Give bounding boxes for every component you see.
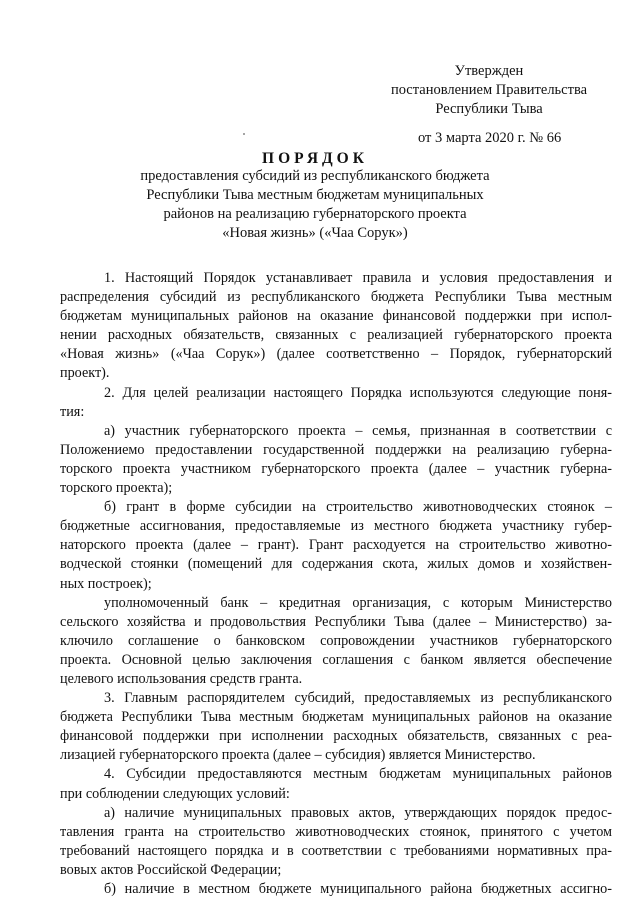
body-line: 2. Для целей реализации настоящего Порядка используются следующие поня- — [104, 384, 612, 401]
body-line: б) грант в форме субсидии на строительство животноводческих стоянок – — [104, 499, 612, 516]
body-line: а) наличие муниципальных правовых актов, утверждающих порядок предос- — [104, 804, 612, 821]
body-line: ключило соглашение о банковском сопровождении участников губернаторского — [60, 632, 612, 649]
document-body — [60, 269, 612, 899]
body-line: водческой стоянки (помещений для содержания скота, жилых домов и хозяйствен- — [60, 556, 612, 573]
body-line: проекта. Основной целью заключения соглашения с банком является обеспечение — [60, 651, 612, 668]
subtitle-line: предоставления субсидий из республиканского бюджета — [140, 168, 490, 184]
body-line: а) участник губернаторского проекта – семья, признанная в соответствии с — [104, 422, 612, 439]
body-line: нении расходных обязательств, связанных с реализацией губернаторского проекта — [60, 327, 612, 344]
body-line: торского проекта); — [60, 480, 173, 497]
body-line: проект). — [60, 365, 110, 382]
body-line: лизацией губернаторского проекта (далее – субсидия) является Министерство. — [60, 747, 536, 764]
body-line: бюджетам муниципальных районов на оказание финансовой поддержки при испол- — [60, 308, 612, 325]
body-line: уполномоченный банк – кредитная организация, с которым Министерство — [104, 594, 612, 611]
body-line: наторского проекта (далее – грант). Грант расходуется на строительство животно- — [60, 537, 612, 554]
body-line: вовых актов Российской Федерации; — [60, 861, 282, 878]
body-line: при соблюдении следующих условий: — [60, 785, 290, 802]
scan-speck — [243, 133, 245, 135]
body-line: бюджета Республики Тыва местным бюджетам муниципальных районов на оказание — [60, 709, 612, 726]
body-line: распределения субсидий из республиканского бюджета Республики Тыва местным — [60, 289, 612, 306]
document-title: ПОРЯДОК — [262, 150, 368, 167]
approval-line: постановлением Правительства — [390, 82, 588, 98]
body-line: финансовой поддержки при исполнении расходных обязательств, связанных с реа- — [60, 728, 612, 745]
body-line: б) наличие в местном бюджете муниципального района бюджетных ассигно- — [104, 881, 612, 897]
subtitle-line: «Новая жизнь» («Чаа Сорук») — [222, 225, 408, 241]
body-line: 4. Субсидии предоставляются местным бюджетам муниципальных районов — [104, 766, 612, 783]
body-line: тавления гранта на строительство животноводческих стоянок, принятого с учетом — [60, 823, 612, 840]
approval-line: Республики Тыва — [435, 101, 543, 117]
body-line: ных построек); — [60, 575, 152, 592]
body-line: сельского хозяйства и продовольствия Республики Тыва (далее – Министерство) за- — [60, 613, 612, 630]
body-line: торского проекта участником губернаторского проекта (далее – участник губерна- — [60, 460, 612, 477]
body-line: 1. Настоящий Порядок устанавливает правила и условия предоставления и — [104, 270, 612, 286]
body-line: бюджетные ассигнования, предоставляемые из местного бюджета участнику губер- — [60, 518, 612, 535]
subtitle-line: Республики Тыва местным бюджетам муниципальных — [146, 187, 484, 203]
subtitle-line: районов на реализацию губернаторского проекта — [163, 206, 467, 222]
body-line: требований настоящего порядка и в соответствии с требованиями нормативных пра- — [60, 842, 612, 859]
body-line: целевого использования средств гранта. — [60, 670, 303, 687]
document-subtitle — [130, 167, 500, 243]
body-line: тия: — [60, 403, 85, 420]
approval-line: Утвержден — [454, 63, 524, 79]
body-line: 3. Главным распорядителем субсидий, предоставляемых из республиканского — [104, 690, 612, 707]
body-line: Положениемо предоставлении государственной поддержки на реализацию губерна- — [60, 441, 612, 458]
approval-stamp — [384, 62, 594, 119]
approval-date: от 3 марта 2020 г. № 66 — [418, 130, 562, 146]
body-line: «Новая жизнь» («Чаа Сорук») (далее соответственно – Порядок, губернаторский — [60, 346, 612, 363]
